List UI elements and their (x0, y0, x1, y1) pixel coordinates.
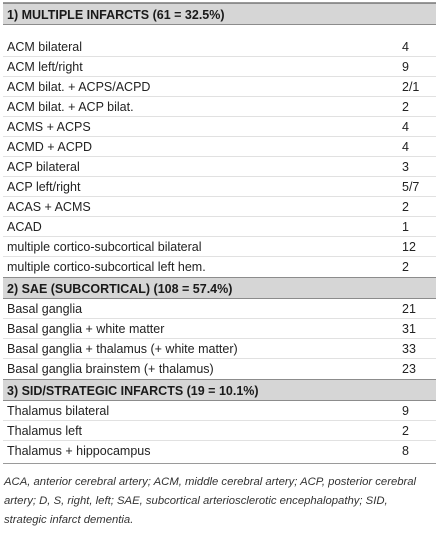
table-row (3, 257, 436, 277)
infarct-table (3, 2, 436, 464)
row-label: ACMS + ACPS (7, 120, 91, 134)
table-row (3, 299, 436, 319)
section-body-sid-strategic-infarcts (3, 401, 436, 461)
row-value: 12 (402, 240, 416, 254)
row-value: 2 (402, 424, 409, 438)
row-value: 4 (402, 120, 409, 134)
row-label: ACM left/right (7, 60, 83, 74)
table-row (3, 157, 436, 177)
row-value: 2 (402, 200, 409, 214)
row-value: 2/1 (402, 80, 420, 94)
table-footnote: ACA, anterior cerebral artery; ACM, middle cerebral artery; ACP, posterior cerebral artery; D, S, right, left; SAE, subcortical arteriosclerotic encephalopathy; SID, strategic infarct dementia. (4, 476, 417, 526)
table-row (3, 237, 436, 257)
row-label: Basal ganglia + white matter (7, 322, 165, 336)
table-row (3, 97, 436, 117)
row-value: 8 (402, 444, 409, 458)
row-label: ACMD + ACPD (7, 140, 93, 154)
row-label: Basal ganglia (7, 302, 83, 316)
row-label: ACAD (7, 220, 42, 234)
row-label: ACP bilateral (7, 160, 80, 174)
row-label: Basal ganglia brainstem (+ thalamus) (7, 362, 214, 376)
row-value: 23 (402, 362, 416, 376)
table-row (3, 339, 436, 359)
bottom-rule (3, 463, 436, 464)
table-row (3, 401, 436, 421)
row-value: 2 (402, 100, 409, 114)
row-label: ACAS + ACMS (7, 200, 91, 214)
row-label: multiple cortico-subcortical left hem. (7, 260, 206, 274)
section-header-sid-strategic-infarcts: 3) SID/STRATEGIC INFARCTS (19 = 10.1%) (3, 379, 436, 401)
table-row (3, 37, 436, 57)
table-row (3, 319, 436, 339)
row-label: ACM bilateral (7, 40, 83, 54)
table-row (3, 217, 436, 237)
section-spacer (3, 25, 436, 37)
row-label: ACM bilat. + ACP bilat. (7, 100, 134, 114)
row-value: 21 (402, 302, 416, 316)
section-body-sae-subcortical (3, 299, 436, 379)
table-row (3, 359, 436, 379)
table-row (3, 197, 436, 217)
table-row (3, 137, 436, 157)
section-header-sae-subcortical: 2) SAE (SUBCORTICAL) (108 = 57.4%) (3, 277, 436, 299)
row-value: 4 (402, 140, 409, 154)
row-value: 2 (402, 260, 409, 274)
table-row (3, 117, 436, 137)
row-label: Basal ganglia + thalamus (+ white matter) (7, 342, 238, 356)
row-label: multiple cortico-subcortical bilateral (7, 240, 202, 254)
row-value: 9 (402, 60, 409, 74)
row-value: 31 (402, 322, 416, 336)
row-value: 1 (402, 220, 409, 234)
row-value: 33 (402, 342, 416, 356)
row-label: ACM bilat. + ACPS/ACPD (7, 80, 151, 94)
row-label: ACP left/right (7, 180, 81, 194)
row-value: 3 (402, 160, 409, 174)
section-body-multiple-infarcts (3, 37, 436, 277)
row-label: Thalamus + hippocampus (7, 444, 151, 458)
row-label: Thalamus bilateral (7, 404, 110, 418)
row-value: 5/7 (402, 180, 420, 194)
table-row (3, 177, 436, 197)
table-row (3, 441, 436, 461)
table-row (3, 57, 436, 77)
row-label: Thalamus left (7, 424, 83, 438)
section-header-multiple-infarcts: 1) MULTIPLE INFARCTS (61 = 32.5%) (3, 3, 436, 25)
table-row (3, 77, 436, 97)
table-row (3, 421, 436, 441)
row-value: 9 (402, 404, 409, 418)
row-value: 4 (402, 40, 409, 54)
